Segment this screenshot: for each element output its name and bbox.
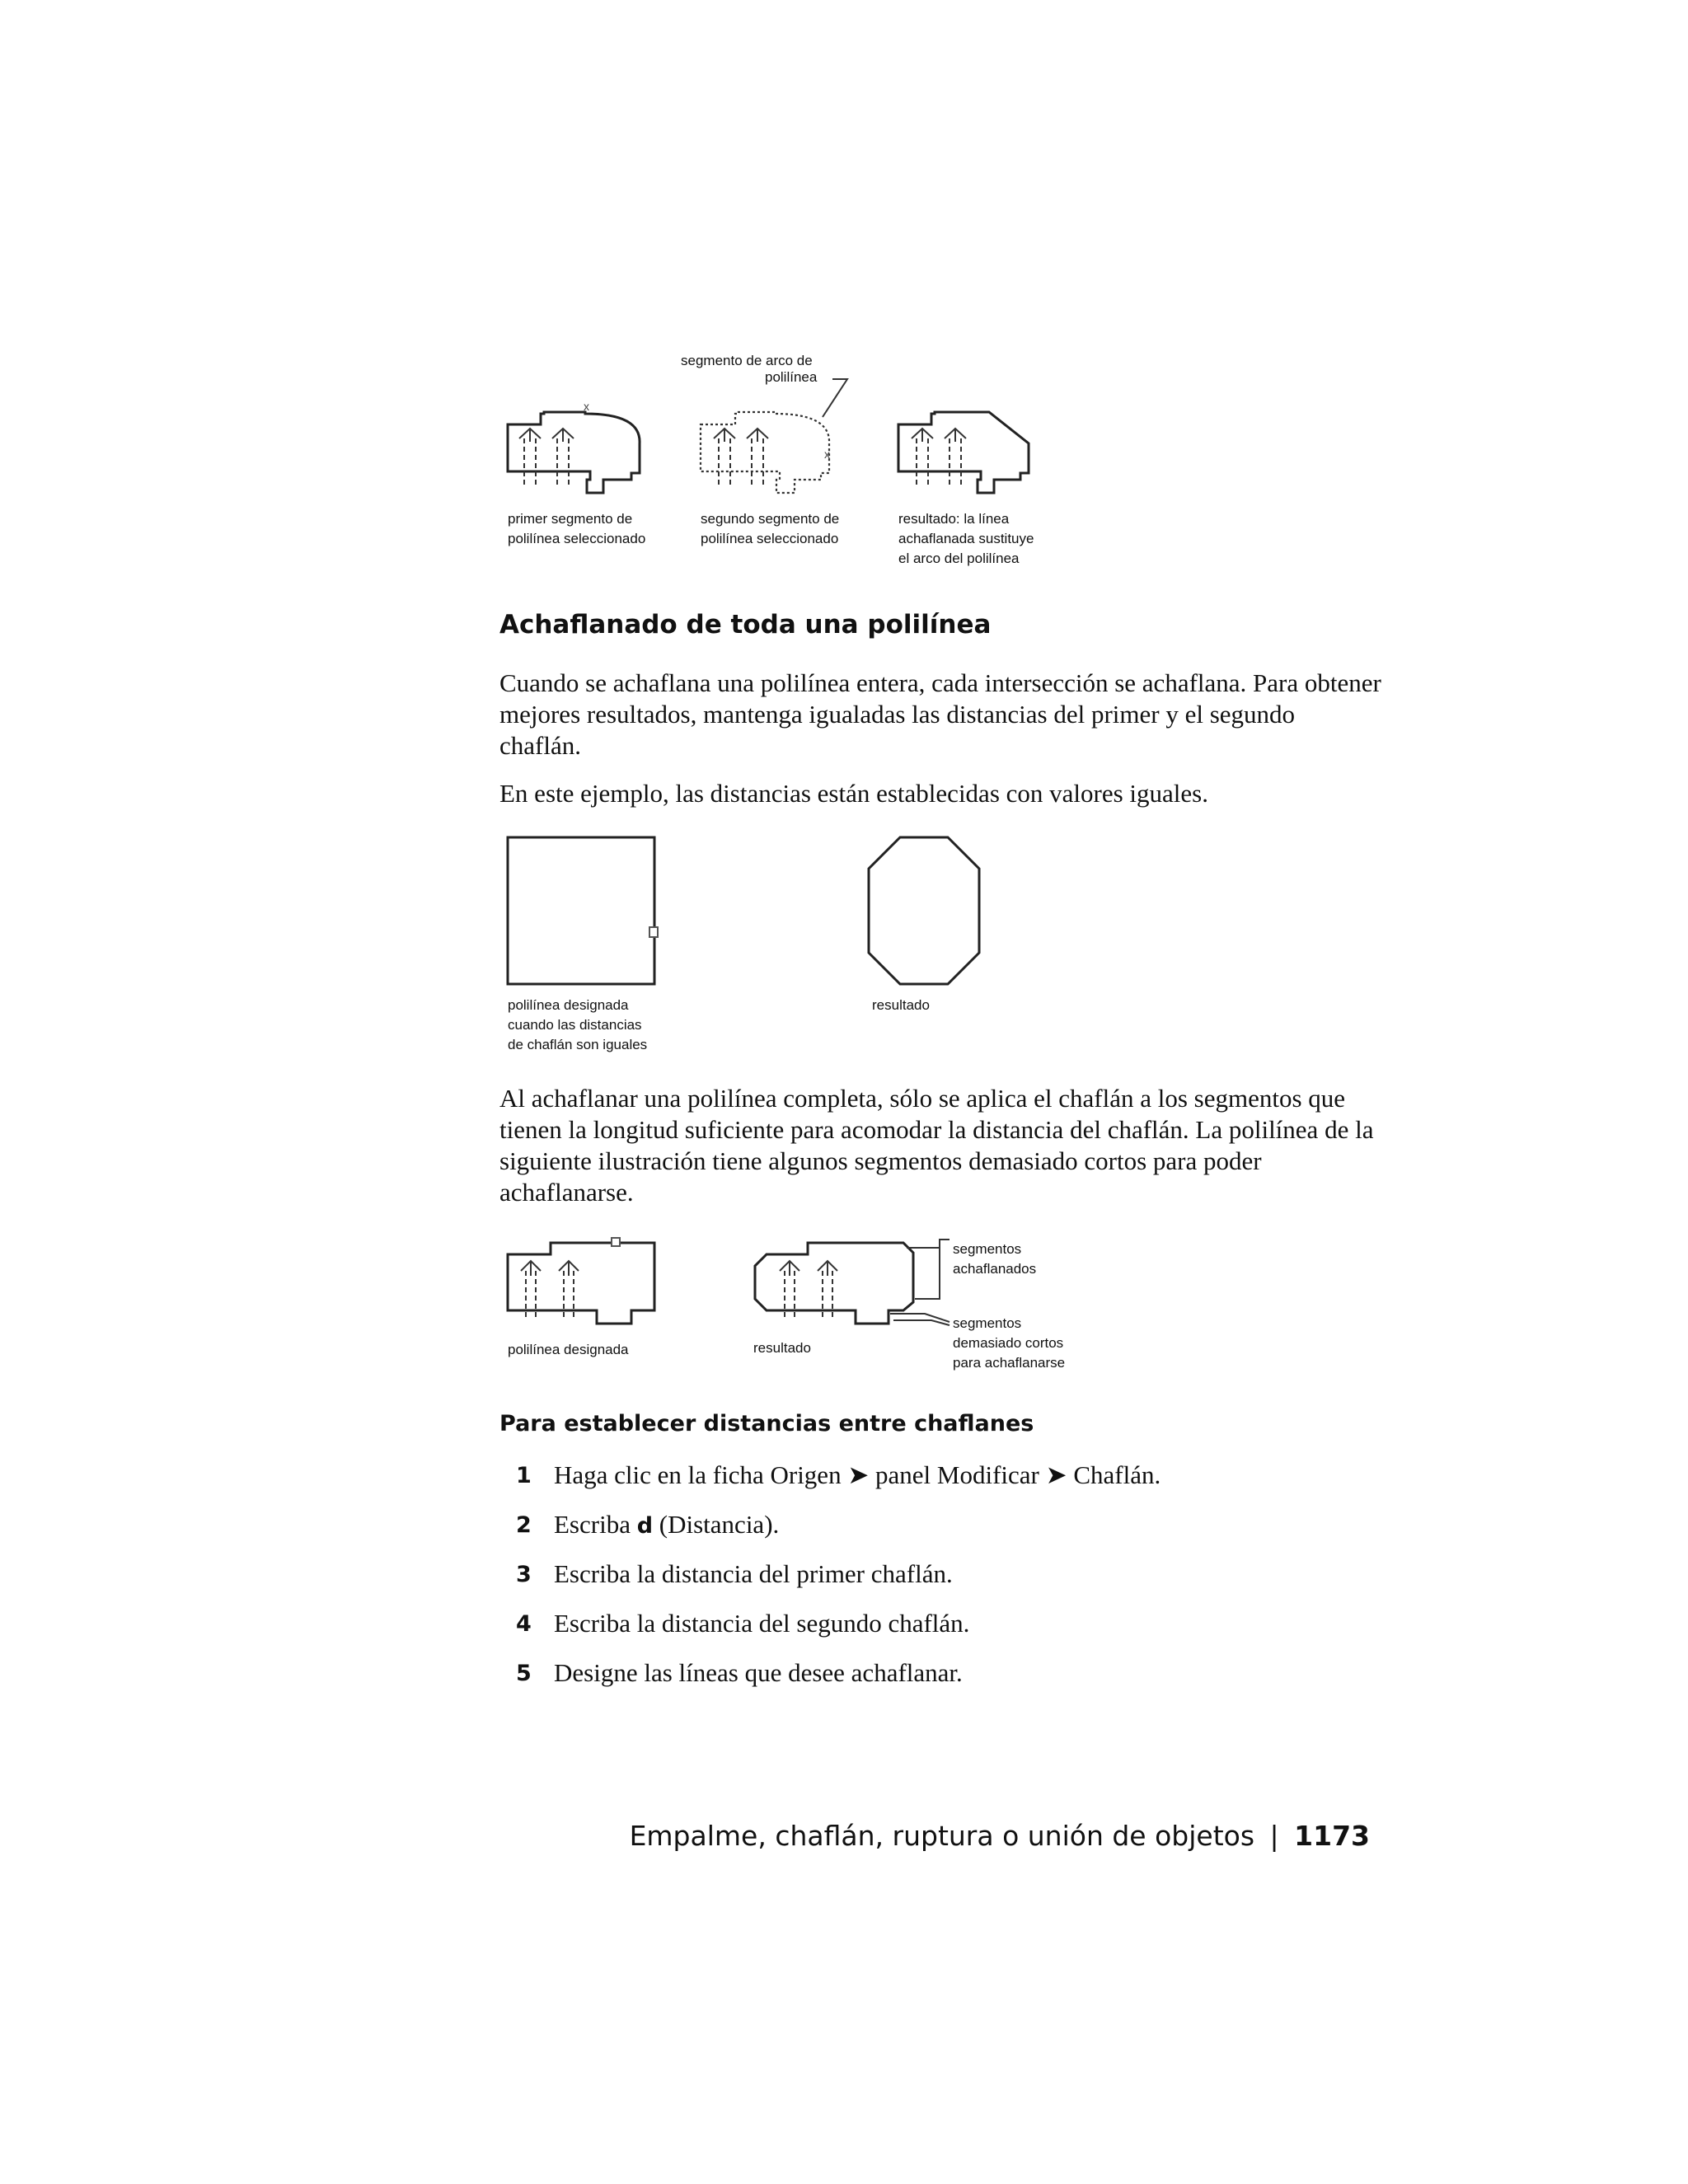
caption-result-arc [898, 509, 1034, 569]
caption-designated-polyline [508, 996, 647, 1055]
caption-line: demasiado cortos [953, 1335, 1064, 1351]
caption-line: segmentos [953, 1241, 1022, 1257]
caption-line: cuando las distancias [508, 1017, 642, 1033]
caption-designated: polilínea designada [508, 1342, 629, 1357]
step-number: 3 [516, 1562, 532, 1587]
step-text: Haga clic en la ficha Origen ➤ panel Modificar ➤ Chaflán. [554, 1460, 1161, 1489]
paragraph-example: En este ejemplo, las distancias están establecidas con valores iguales. [499, 779, 1208, 808]
shape-second-segment [701, 379, 847, 493]
shape-chamfered-result [755, 1240, 950, 1325]
square-polyline [508, 837, 654, 984]
step-text: Escriba la distancia del segundo chaflán. [554, 1609, 970, 1638]
caption-line: polilínea seleccionado [508, 531, 646, 546]
svg-text:x: x [584, 400, 589, 413]
step-text-post: (Distancia). [653, 1510, 780, 1539]
section-heading-procedure: Para establecer distancias entre chaflanes [499, 1411, 1034, 1436]
caption-line: polilínea seleccionado [701, 531, 839, 546]
shape-first-segment [508, 400, 640, 493]
octagon-result [869, 837, 979, 984]
caption-first-segment [508, 509, 645, 549]
step-text-pre: Escriba [554, 1510, 637, 1539]
step-text: Escriba la distancia del primer chaflán. [554, 1559, 953, 1588]
caption-line: polilínea designada [508, 997, 629, 1013]
page-footer [630, 1820, 1370, 1852]
caption-line: para achaflanarse [953, 1355, 1066, 1371]
step-number: 5 [516, 1661, 532, 1686]
caption-line: segmentos [953, 1315, 1022, 1331]
figure-equal-distances [495, 824, 1071, 1005]
caption-result: resultado [753, 1340, 811, 1356]
step-number: 1 [516, 1463, 532, 1488]
caption-line: segundo segmento de [701, 511, 840, 527]
figure-equal-distances-drawing [495, 824, 1071, 1005]
paragraph-whole-polyline: Cuando se achaflana una polilínea entera, cada intersección se achaflana. Para obtener mejores resultados, mantenga igualadas las distancias del primer y el segundo chaflán. [499, 668, 1381, 760]
pick-marker [649, 927, 658, 937]
step-number: 4 [516, 1611, 532, 1637]
caption-line: el arco del polilínea [898, 551, 1020, 566]
label-chamfered-segments [953, 1240, 1036, 1279]
step-text: Designe las líneas que desee achaflanar. [554, 1658, 963, 1687]
step-number: 2 [516, 1512, 532, 1538]
page-number: 1173 [1294, 1820, 1370, 1852]
caption-second-segment [701, 509, 839, 549]
label-too-short-segments [953, 1314, 1065, 1373]
caption-line: de chaflán son iguales [508, 1037, 648, 1052]
paragraph-short-segments: Al achaflanar una polilínea completa, sólo se aplica el chaflán a los segmentos que tienen la longitud suficiente para acomodar la distancia del chaflán. La polilínea de la siguiente ilustración tiene algunos segmentos demasiado cortos para poder achaflanarse. [499, 1084, 1374, 1207]
step-text-bold: d [636, 1513, 654, 1539]
step-text [554, 1510, 779, 1540]
footer-chapter-title: Empalme, chaflán, ruptura o unión de objetos [629, 1820, 1255, 1852]
caption-line: resultado: la línea [898, 511, 1010, 527]
caption-line: achaflanados [953, 1261, 1037, 1277]
svg-text:x: x [824, 448, 830, 461]
caption-result-octagon: resultado [872, 997, 930, 1013]
footer-separator: | [1269, 1820, 1279, 1852]
caption-line: achaflanada sustituye [898, 531, 1034, 546]
label-arc-segment-2: polilínea [765, 369, 818, 385]
label-arc-segment: segmento de arco de [681, 353, 813, 368]
shape-result-chamfer [898, 412, 1029, 493]
caption-line: primer segmento de [508, 511, 633, 527]
shape-designated [508, 1238, 654, 1324]
section-heading-whole-polyline: Achaflanado de toda una polilínea [499, 610, 992, 640]
